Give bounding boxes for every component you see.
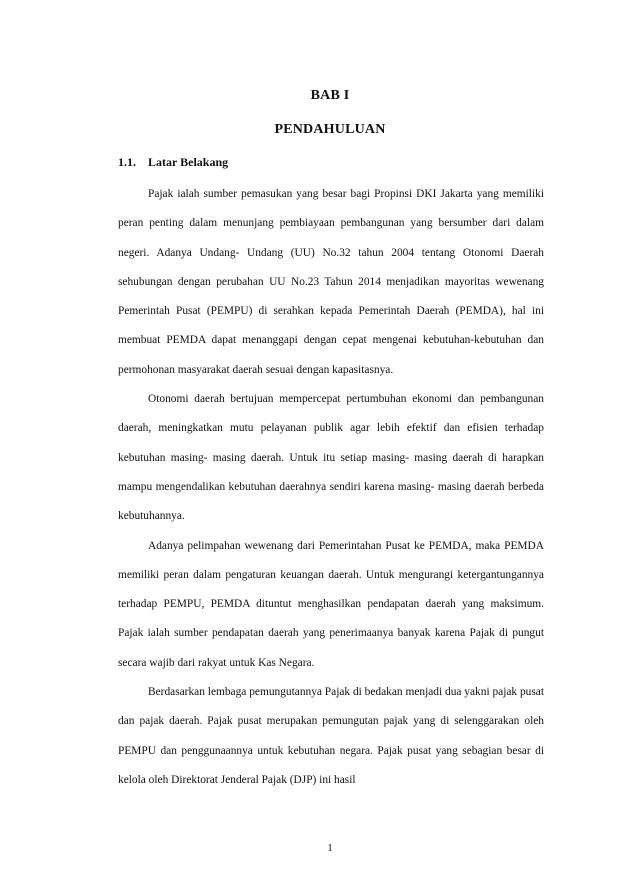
chapter-number: BAB I [310, 88, 350, 103]
paragraph: Berdasarkan lembaga pemungutannya Pajak di bedakan menjadi dua yakni pajak pusat dan pajak daerah. Pajak pusat merupakan pemungutan pajak yang di selenggarakan oleh PEMPU dan penggunaannya untuk kebutuhan negara. Pajak pusat yang sebagian besar di kelola oleh Direktorat Jenderal Pajak (DJP) ini hasil [118, 686, 545, 786]
section-title: Latar Belakang [148, 155, 229, 169]
page-number: 1 [327, 842, 333, 854]
paragraph: Otonomi daerah bertujuan mempercepat pertumbuhan ekonomi dan pembangunan daerah, meningkatkan mutu pelayanan publik agar lebih efektif dan efisien terhadap kebutuhan masing- masing daerah. Untuk itu setiap masing- masing daerah di harapkan mampu mengendalikan kebutuhan daerahnya sendiri karena masing- masing daerah berbeda kebutuhannya. [118, 393, 544, 523]
section-heading [118, 155, 228, 170]
paragraph: Pajak ialah sumber pemasukan yang besar bagi Propinsi DKI Jakarta yang memiliki peran penting dalam menunjang pembiayaan pembangunan yang bersumber dari dalam negeri. Adanya Undang- Undang (UU) No.32 tahun 2004 tentang Otonomi Daerah sehubungan dengan perubahan UU No.23 Tahun 2014 menjadikan mayoritas wewenang Pemerintah Pusat (PEMPU) di serahkan kepada Pemerintah Daerah (PEMDA), hal ini membuat PEMDA dapat menanggapi dengan cepat mengenai kebutuhan-kebutuhan dan permohonan masyarakat daerah sesuai dengan kapasitasnya. [118, 188, 544, 376]
body-text [118, 180, 544, 795]
section-number: 1.1. [118, 155, 136, 169]
chapter-title: PENDAHULUAN [274, 122, 386, 137]
paragraph: Adanya pelimpahan wewenang dari Pemerintahan Pusat ke PEMDA, maka PEMDA memiliki peran dalam pengaturan keuangan daerah. Untuk mengurangi ketergantungannya terhadap PEMPU, PEMDA dituntut menghasilkan pendapatan daerah yang maksimum. Pajak ialah sumber pendapatan daerah yang penerimaanya banyak karena Pajak di pungut secara wajib dari rakyat untuk Kas Negara. [118, 539, 544, 669]
